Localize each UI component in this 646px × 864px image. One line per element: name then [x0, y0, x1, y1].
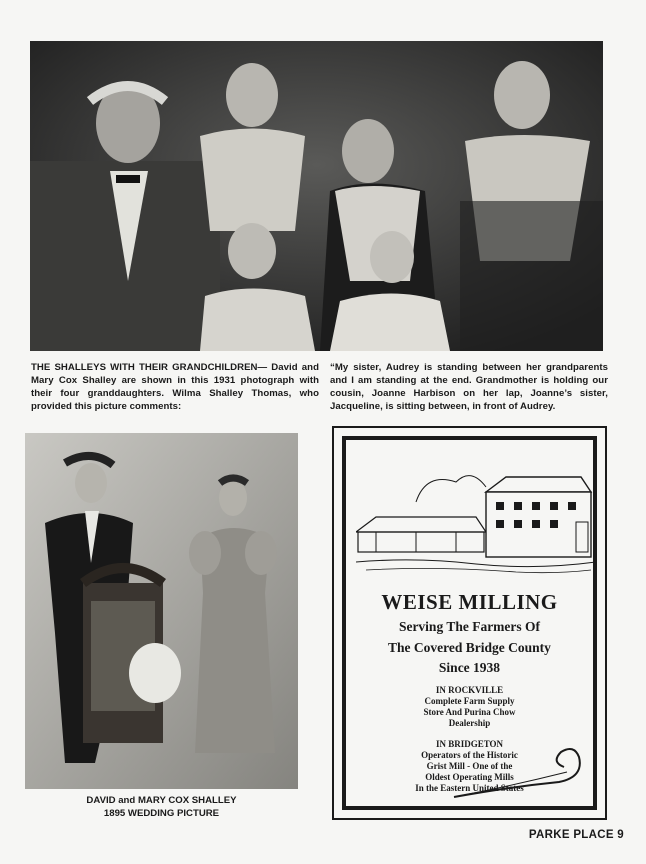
ad-bridgeton-line1: Operators of the Historic — [421, 750, 518, 760]
family-caption-right: “My sister, Audrey is standing between her grandparents and I am standing at the end. Grandmother is holding our cousin, Joanne Harbison on her lap, Joanne’s sister, Jacqueline, is sitting between, in front of Audrey. — [330, 362, 608, 412]
ad-since: Since 1938 — [438, 660, 501, 675]
wedding-caption — [25, 794, 298, 820]
ad-slogan-line1: Serving The Farmers Of — [398, 619, 541, 634]
weise-milling-advertisement — [332, 426, 607, 820]
ad-rockville-line1: Complete Farm Supply — [424, 696, 515, 706]
ad-inner-border — [342, 436, 597, 810]
ad-rockville-heading: IN ROCKVILLE — [435, 685, 504, 695]
ad-slogan-line2: The Covered Bridge County — [388, 640, 551, 655]
family-caption-left: THE SHALLEYS WITH THEIR GRANDCHILDREN— David and Mary Cox Shalley are shown in this 1931 photograph with their four granddaughters. Wilma Shalley Thomas, who provided this picture comments: — [31, 362, 319, 412]
ad-company-name: WEISE MILLING — [381, 590, 558, 614]
wedding-caption-line2: 1895 WEDDING PICTURE — [103, 808, 220, 819]
mill-illustration — [356, 462, 596, 582]
ad-bridgeton-line4: In the Eastern United States — [415, 783, 524, 793]
ad-rockville-line2: Store And Purina Chow — [423, 707, 516, 717]
scroll-ornament — [449, 742, 589, 802]
page-footer: PARKE PLACE 9 — [528, 829, 624, 841]
wedding-photograph — [25, 433, 298, 789]
ad-bridgeton-line3: Oldest Operating Mills — [425, 772, 514, 782]
ad-bridgeton-heading: IN BRIDGETON — [435, 739, 504, 749]
wedding-caption-line1: DAVID and MARY COX SHALLEY — [86, 795, 237, 806]
family-photograph — [30, 41, 603, 351]
ad-bridgeton-line2: Grist Mill - One of the — [426, 761, 513, 771]
ad-rockville-line3: Dealership — [448, 718, 491, 728]
